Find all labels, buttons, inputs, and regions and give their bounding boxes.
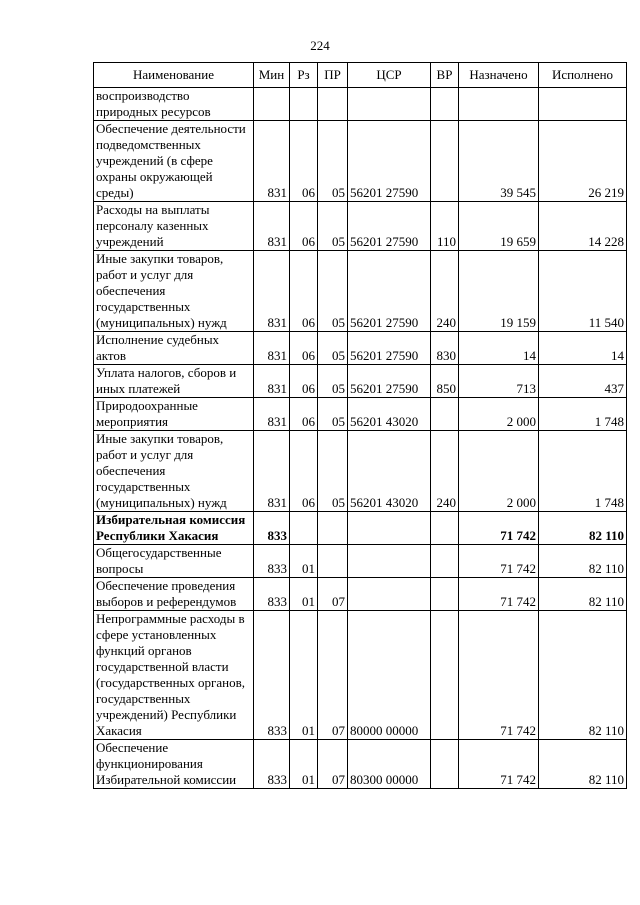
cell-vr (431, 88, 459, 121)
cell-name: Обеспечение функционирования Избирательной комиссии (94, 740, 254, 789)
table-row (94, 251, 627, 332)
cell-pr: 05 (318, 121, 348, 202)
table-row (94, 611, 627, 740)
cell-executed: 82 110 (539, 545, 627, 578)
cell-csr: 56201 27590 (348, 202, 431, 251)
cell-executed: 11 540 (539, 251, 627, 332)
cell-assigned: 14 (459, 332, 539, 365)
cell-executed (539, 88, 627, 121)
cell-name: Общегосударственные вопросы (94, 545, 254, 578)
table-row (94, 121, 627, 202)
cell-assigned: 19 659 (459, 202, 539, 251)
table-row (94, 512, 627, 545)
page-number: 224 (310, 38, 330, 53)
cell-rz: 06 (290, 365, 318, 398)
cell-rz: 06 (290, 398, 318, 431)
cell-pr: 07 (318, 578, 348, 611)
cell-rz: 06 (290, 251, 318, 332)
header-pr: ПР (318, 63, 348, 88)
cell-csr: 56201 27590 (348, 121, 431, 202)
cell-min: 831 (254, 121, 290, 202)
cell-executed: 14 (539, 332, 627, 365)
cell-csr: 56201 43020 (348, 431, 431, 512)
cell-min: 833 (254, 545, 290, 578)
cell-name: Иные закупки товаров, работ и услуг для обеспечения государственных (муниципальных) нужд (94, 251, 254, 332)
cell-pr (318, 545, 348, 578)
table-row (94, 431, 627, 512)
cell-executed: 1 748 (539, 431, 627, 512)
table-row (94, 202, 627, 251)
cell-min: 831 (254, 332, 290, 365)
cell-vr (431, 545, 459, 578)
cell-assigned: 71 742 (459, 512, 539, 545)
cell-pr: 05 (318, 431, 348, 512)
cell-vr (431, 740, 459, 789)
cell-name: Исполнение судебных актов (94, 332, 254, 365)
table-row (94, 545, 627, 578)
cell-name: Обеспечение проведения выборов и референдумов (94, 578, 254, 611)
cell-pr: 07 (318, 611, 348, 740)
cell-vr: 830 (431, 332, 459, 365)
cell-vr (431, 398, 459, 431)
header-vr: ВР (431, 63, 459, 88)
cell-assigned: 71 742 (459, 611, 539, 740)
cell-csr (348, 578, 431, 611)
cell-pr: 05 (318, 398, 348, 431)
table-row (94, 740, 627, 789)
cell-csr: 80000 00000 (348, 611, 431, 740)
table-row (94, 88, 627, 121)
cell-name: Расходы на выплаты персоналу казенных учреждений (94, 202, 254, 251)
cell-vr: 240 (431, 431, 459, 512)
cell-csr: 56201 27590 (348, 365, 431, 398)
cell-executed: 82 110 (539, 512, 627, 545)
cell-csr: 56201 43020 (348, 398, 431, 431)
header-min: Мин (254, 63, 290, 88)
cell-min: 831 (254, 365, 290, 398)
cell-name: Непрограммные расходы в сфере установленных функций органов государственной власти (государственных органов, государственных учреждений) Республики Хакасия (94, 611, 254, 740)
cell-executed: 82 110 (539, 740, 627, 789)
cell-executed: 14 228 (539, 202, 627, 251)
cell-min: 831 (254, 251, 290, 332)
table-body (94, 88, 627, 789)
cell-executed: 26 219 (539, 121, 627, 202)
table-header-row (94, 63, 627, 88)
cell-min: 831 (254, 398, 290, 431)
cell-executed: 82 110 (539, 578, 627, 611)
header-rz: Рз (290, 63, 318, 88)
cell-min: 831 (254, 431, 290, 512)
cell-assigned: 71 742 (459, 740, 539, 789)
cell-min: 833 (254, 512, 290, 545)
cell-vr: 240 (431, 251, 459, 332)
cell-min: 833 (254, 740, 290, 789)
cell-assigned: 71 742 (459, 578, 539, 611)
cell-name: Иные закупки товаров, работ и услуг для обеспечения государственных (муниципальных) нужд (94, 431, 254, 512)
cell-rz: 01 (290, 611, 318, 740)
cell-rz: 01 (290, 545, 318, 578)
cell-rz: 06 (290, 121, 318, 202)
cell-assigned: 39 545 (459, 121, 539, 202)
cell-vr: 110 (431, 202, 459, 251)
cell-rz (290, 512, 318, 545)
cell-assigned: 713 (459, 365, 539, 398)
cell-rz: 06 (290, 431, 318, 512)
table-row (94, 578, 627, 611)
cell-vr (431, 512, 459, 545)
cell-assigned: 2 000 (459, 431, 539, 512)
cell-name: Избирательная комиссия Республики Хакасия (94, 512, 254, 545)
cell-pr: 05 (318, 365, 348, 398)
cell-pr: 05 (318, 202, 348, 251)
cell-rz: 01 (290, 578, 318, 611)
cell-assigned (459, 88, 539, 121)
cell-csr (348, 512, 431, 545)
cell-name: Природоохранные мероприятия (94, 398, 254, 431)
table-row (94, 365, 627, 398)
cell-rz: 06 (290, 202, 318, 251)
cell-csr: 56201 27590 (348, 251, 431, 332)
cell-min: 831 (254, 202, 290, 251)
cell-assigned: 2 000 (459, 398, 539, 431)
cell-csr (348, 545, 431, 578)
cell-assigned: 19 159 (459, 251, 539, 332)
cell-name: Уплата налогов, сборов и иных платежей (94, 365, 254, 398)
cell-executed: 82 110 (539, 611, 627, 740)
header-name: Наименование (94, 63, 254, 88)
cell-rz (290, 88, 318, 121)
cell-assigned: 71 742 (459, 545, 539, 578)
cell-pr (318, 88, 348, 121)
cell-pr: 05 (318, 332, 348, 365)
cell-rz: 01 (290, 740, 318, 789)
cell-csr (348, 88, 431, 121)
cell-name: воспроизводство природных ресурсов (94, 88, 254, 121)
cell-vr (431, 611, 459, 740)
cell-pr (318, 512, 348, 545)
cell-executed: 437 (539, 365, 627, 398)
cell-min: 833 (254, 578, 290, 611)
budget-table (93, 62, 627, 789)
table-row (94, 332, 627, 365)
cell-min: 833 (254, 611, 290, 740)
table-row (94, 398, 627, 431)
header-csr: ЦСР (348, 63, 431, 88)
cell-pr: 05 (318, 251, 348, 332)
cell-pr: 07 (318, 740, 348, 789)
cell-vr (431, 121, 459, 202)
header-executed: Исполнено (539, 63, 627, 88)
cell-vr (431, 578, 459, 611)
cell-min (254, 88, 290, 121)
header-assigned: Назначено (459, 63, 539, 88)
cell-csr: 80300 00000 (348, 740, 431, 789)
cell-rz: 06 (290, 332, 318, 365)
cell-executed: 1 748 (539, 398, 627, 431)
cell-csr: 56201 27590 (348, 332, 431, 365)
cell-name: Обеспечение деятельности подведомственных учреждений (в сфере охраны окружающей среды) (94, 121, 254, 202)
cell-vr: 850 (431, 365, 459, 398)
